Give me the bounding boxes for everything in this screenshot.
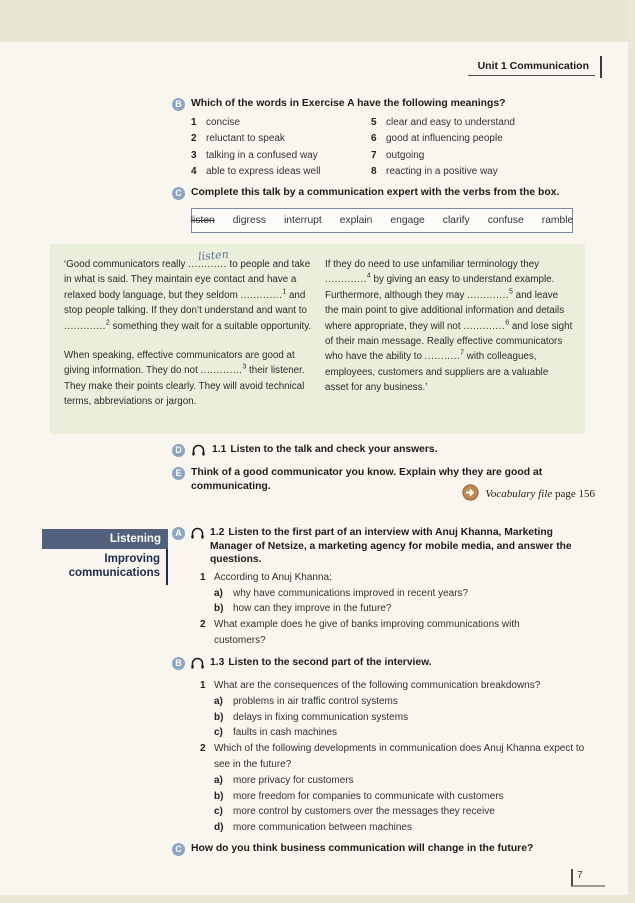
definition-item [371, 148, 515, 164]
page-number-value: 7 [577, 870, 583, 881]
answer-blank: .............$^5$ [467, 288, 513, 301]
verb-option: interrupt [284, 215, 322, 226]
verb-option: clarify [442, 215, 470, 226]
item-text: outgoing [386, 149, 425, 161]
handwritten-answer: listen [197, 247, 230, 264]
section-e-heading: Think of a good communicator you know. Explain why they are good at communicating. [191, 467, 543, 492]
question-number: 1 [200, 571, 206, 583]
section-listening-b [172, 656, 612, 836]
answer-blank: .............$^3$ [200, 364, 247, 377]
section-letter-badge: E [172, 467, 185, 480]
sidebar-subtitle-line1: Improving [104, 553, 160, 565]
listening-b-questions [200, 678, 600, 836]
verb-option: explain [339, 215, 373, 226]
sub-question-text: more control by customers over the messages they receive [233, 806, 495, 818]
item-number: 4 [191, 165, 197, 177]
item-number: 1 [191, 117, 197, 128]
answer-blank: .............$^4$ [325, 273, 371, 286]
answer-blank: .............$^2$ [64, 319, 110, 332]
section-letter-badge: D [172, 444, 185, 457]
item-number: 3 [191, 149, 197, 161]
sub-question [214, 725, 600, 741]
page-right-edge [628, 0, 635, 903]
sub-question [214, 601, 572, 617]
sub-question-label: a) [214, 695, 223, 707]
item-number: 7 [371, 149, 377, 161]
sub-question [214, 820, 600, 836]
verbs-word-box [191, 208, 573, 233]
listening-c-heading: How do you think business communication will change in the future? [191, 843, 534, 854]
sub-question-text: delays in fixing communication systems [233, 711, 409, 723]
unit-header-label: Unit 1 Communication [477, 60, 589, 72]
definition-item [371, 131, 515, 147]
verb-option: listen [190, 215, 215, 226]
headphones-icon [190, 656, 205, 675]
blank-number: 1 [282, 288, 287, 296]
answer-blank: ............ listen [188, 247, 230, 270]
definitions-right-column [371, 115, 515, 180]
blank-number: 5 [509, 288, 513, 296]
verb-option: engage [390, 215, 425, 226]
talk-right-column [325, 257, 573, 424]
sub-question-label: b) [214, 790, 224, 802]
sub-question [214, 804, 600, 820]
verb-option: confuse [487, 215, 524, 226]
sub-question-text: faults in cash machines [233, 727, 337, 739]
section-letter-badge: B [172, 657, 185, 670]
definition-item [191, 131, 371, 147]
section-exercise-b [172, 97, 592, 180]
item-text: concise [206, 117, 240, 128]
question [200, 741, 600, 773]
blank-number: 4 [366, 273, 371, 281]
sub-question-label: b) [214, 603, 224, 615]
item-text: able to express ideas well [206, 165, 321, 177]
item-text: clear and easy to understand [386, 117, 515, 128]
item-text: good at influencing people [386, 133, 503, 145]
question-text: What example does he give of banks improving communications with customers? [214, 619, 520, 646]
verb-option: digress [232, 215, 266, 226]
section-d-heading: Listen to the talk and check your answers. [230, 444, 438, 455]
sub-question [214, 710, 600, 726]
question-number: 2 [200, 743, 206, 755]
item-text: talking in a confused way [206, 149, 318, 161]
communication-talk-box [50, 244, 585, 434]
sub-question-label: b) [214, 711, 224, 723]
section-letter-badge: B [172, 98, 185, 111]
item-text: reluctant to speak [206, 133, 285, 145]
definitions-list [191, 115, 592, 180]
question-text: Which of the following developments in communication does Anuj Khanna expect to see in the future? [214, 743, 585, 770]
section-b-heading: Which of the words in Exercise A have the following meanings? [191, 98, 506, 109]
question [200, 570, 572, 586]
listening-sidebar [42, 529, 168, 585]
listening-a-heading: Listen to the first part of an interview with Anuj Khanna, Marketing Manager of Netsize, a marketing agency for mobile media, and answer the questions. [210, 527, 572, 566]
question [200, 617, 572, 649]
item-number: 5 [371, 117, 377, 128]
sub-question-label: a) [214, 587, 223, 599]
sub-question-text: more freedom for companies to communicate with customers [233, 790, 504, 802]
track-number: 1.2 [210, 527, 225, 538]
sub-question-label: c) [214, 727, 223, 739]
sub-question-label: c) [214, 806, 223, 818]
talk-paragraph: ‘Good communicators really ............ listen to people and take in what is said. They maintain eye contact and have a relaxed body language, but they seldom .............$^1$ and stop people talking. If they don’t understand and want to .............$^2$ something they wait for a suitable opportunity. [64, 247, 312, 332]
sub-question-text: why have communications improved in recent years? [233, 587, 469, 599]
definition-item [371, 164, 515, 180]
section-letter-badge: C [172, 843, 185, 856]
sidebar-subtitle-line2: communications [68, 567, 160, 579]
talk-paragraph: When speaking, effective communicators are good at giving information. They do not .............$^3$ their listener. They make their points clearly. They will avoid technical terms, abbreviations or jargon. [64, 350, 305, 408]
sub-question [214, 586, 572, 602]
headphones-icon [190, 526, 205, 545]
blank-number: 7 [460, 350, 465, 358]
blank-number: 2 [105, 319, 110, 327]
section-listening-a [172, 526, 602, 649]
section-exercise-c [172, 186, 592, 233]
section-listening-c [172, 842, 612, 856]
headphones-icon [191, 443, 206, 462]
section-letter-badge: C [172, 187, 185, 200]
sub-question-label: d) [214, 822, 224, 834]
sub-question-text: more communication between machines [233, 822, 412, 834]
sub-question-text: how can they improve in the future? [233, 603, 392, 615]
track-number: 1.1 [212, 444, 227, 455]
sub-question [214, 694, 600, 710]
answer-blank: ...........$^7$ [424, 350, 465, 363]
section-letter-badge: A [172, 527, 185, 540]
item-number: 8 [371, 165, 377, 177]
definition-item [191, 115, 371, 131]
page-number [571, 869, 605, 887]
definition-item [371, 115, 515, 131]
blank-number: 3 [242, 364, 247, 372]
sub-question-text: more privacy for customers [233, 774, 354, 786]
sub-question-label: a) [214, 774, 223, 786]
item-number: 6 [371, 133, 377, 145]
vocab-page-label: page 156 [554, 488, 595, 500]
item-text: reacting in a positive way [386, 165, 498, 177]
sidebar-tab-listening: Listening [42, 529, 168, 549]
page-bottom-edge [0, 895, 635, 903]
vocab-file-label: Vocabulary file [485, 488, 553, 500]
item-number: 2 [191, 133, 197, 145]
unit-header-bar [600, 56, 603, 78]
verb-option: ramble [541, 215, 574, 226]
page-top-edge [0, 0, 635, 42]
sub-question [214, 773, 600, 789]
sidebar-subtitle [42, 549, 168, 585]
talk-left-column [64, 247, 312, 424]
question-number: 1 [200, 680, 206, 691]
definition-item [191, 148, 371, 164]
arrow-right-icon [462, 484, 479, 504]
blank-number: 6 [505, 319, 510, 327]
listening-b-heading: Listen to the second part of the interview. [228, 657, 432, 668]
listening-a-questions [200, 570, 572, 649]
track-number: 1.3 [210, 657, 225, 668]
definition-item [191, 164, 371, 180]
definitions-left-column [191, 115, 371, 180]
talk-paragraph: If they do need to use unfamiliar terminology they .............$^4$ by giving an easy to understand example. Furthermore, although they may .............$^5$ and leave the main point to give additional information and details where appropriate, they will not .............$^6$ and lose sight of their main message. Really effective communicators who have the ability to ...........$^7$ with colleagues, employees, customers and suppliers are a valuable asset for any business.’ [325, 259, 573, 394]
answer-blank: .............$^6$ [463, 319, 510, 332]
sub-question [214, 789, 600, 805]
sub-question-text: problems in air traffic control systems [233, 695, 398, 707]
question-number: 2 [200, 619, 206, 631]
answer-blank: .............$^1$ [240, 288, 287, 301]
section-exercise-d [172, 443, 592, 462]
question [200, 678, 600, 694]
question-text: What are the consequences of the following communication breakdowns? [214, 680, 541, 691]
vocabulary-file-link [462, 484, 595, 504]
section-c-heading: Complete this talk by a communication expert with the verbs from the box. [191, 187, 560, 198]
question-text: According to Anuj Khanna: [214, 571, 332, 583]
unit-header [468, 60, 595, 76]
